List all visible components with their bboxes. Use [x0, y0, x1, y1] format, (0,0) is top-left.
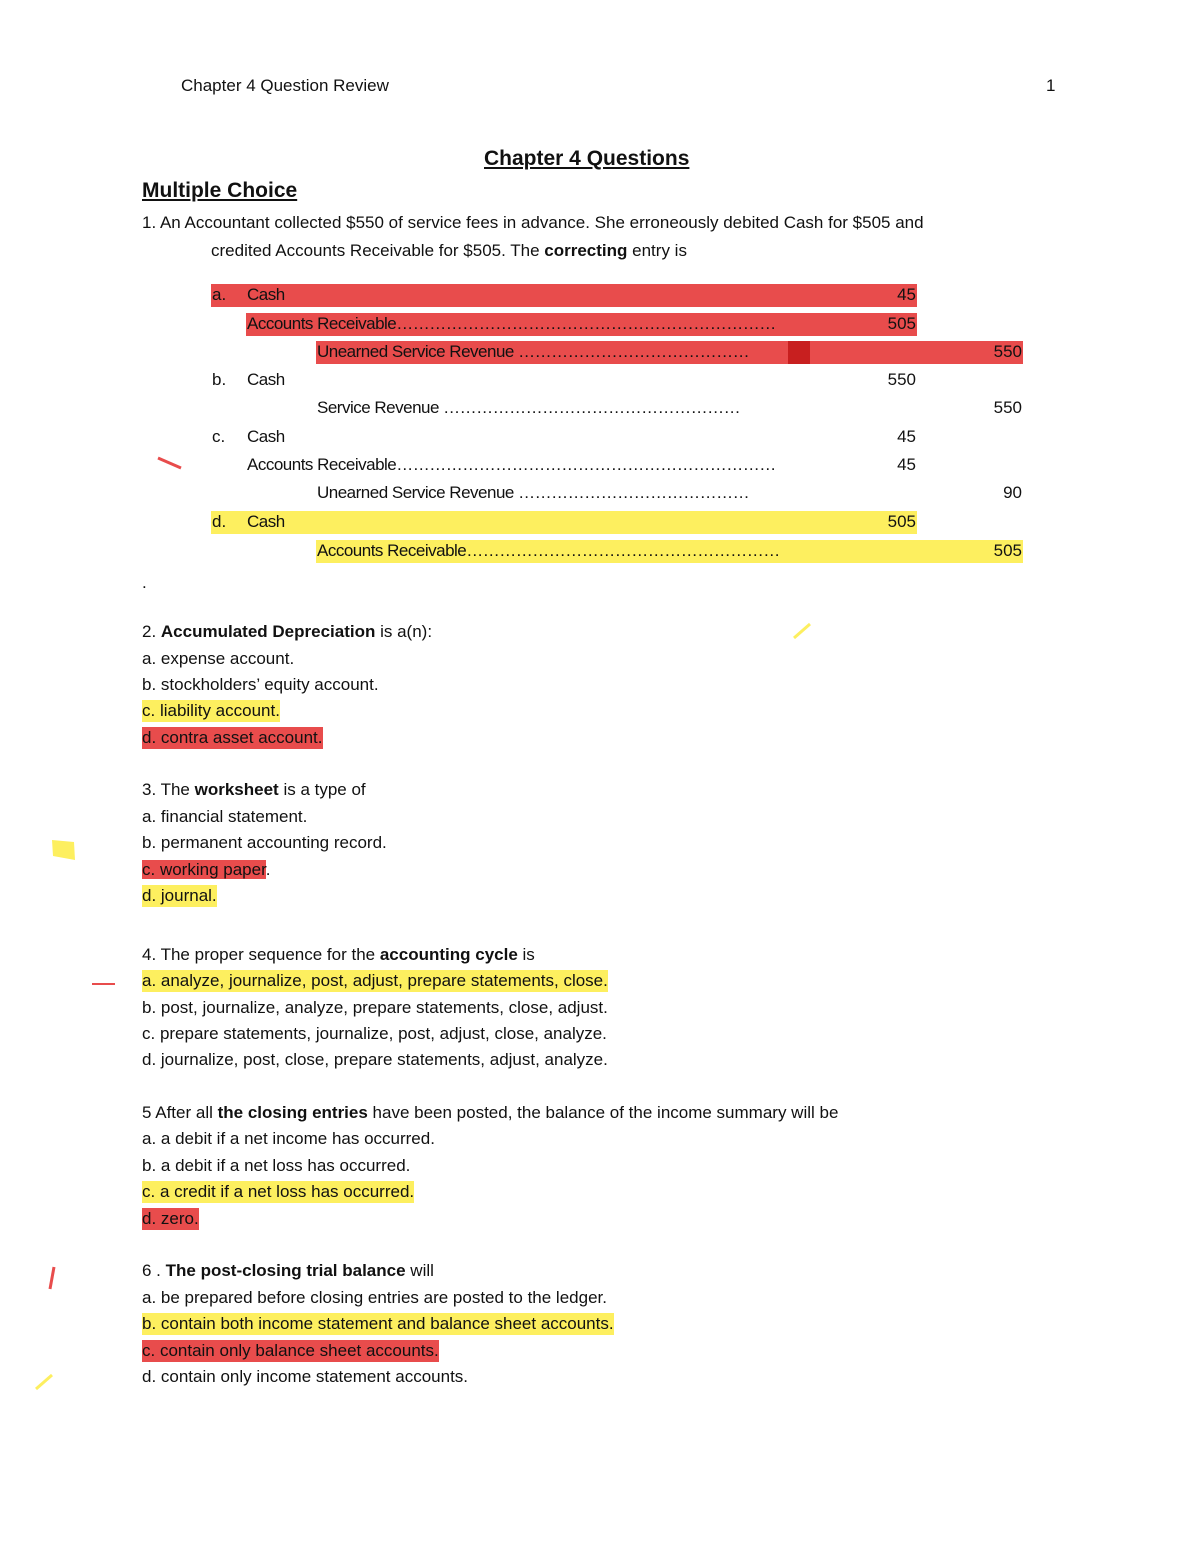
- q4-option-b: b. post, journalize, analyze, prepare statements, close, adjust.: [142, 998, 608, 1017]
- q5-option-b: b. a debit if a net loss has occurred.: [142, 1156, 411, 1175]
- q6-option-b: b. contain both income statement and balance sheet accounts.: [142, 1314, 614, 1333]
- q1-row-debit: 505: [887, 512, 916, 531]
- q2-stem: 2. Accumulated Depreciation is a(n):: [142, 622, 433, 641]
- q1-row-label: Cash: [247, 512, 285, 531]
- q3-stem: 3. The worksheet is a type of: [142, 780, 366, 799]
- stray-yellow-mark: [794, 624, 810, 638]
- q4-option-c: c. prepare statements, journalize, post, adjust, close, analyze.: [142, 1024, 607, 1043]
- q1-row-letter: a.: [212, 285, 227, 304]
- stray-yellow-mark: [36, 1375, 52, 1389]
- stray-red-mark: [50, 1267, 54, 1289]
- q1-row-credit: 90: [1003, 483, 1022, 502]
- q1-trailing-mark: .: [142, 573, 147, 592]
- q1-stem-line2: credited Accounts Receivable for $505. The correcting entry is: [211, 241, 687, 260]
- q4-stem: 4. The proper sequence for the accounting cycle is: [142, 945, 535, 964]
- q1-row-debit: 45: [897, 455, 916, 474]
- q1-stem-line1: 1. An Accountant collected $550 of service fees in advance. She erroneously debited Cash for $505 and: [142, 213, 924, 232]
- q1-row-label: Cash: [247, 370, 285, 389]
- q1-row-credit: 550: [993, 398, 1022, 417]
- q3-option-a: a. financial statement.: [142, 807, 308, 826]
- q6-option-a: a. be prepared before closing entries are posted to the ledger.: [142, 1288, 607, 1307]
- q2-option-d: d. contra asset account.: [142, 728, 323, 747]
- q6-option-d: d. contain only income statement accounts.: [142, 1367, 469, 1386]
- q5-option-d: d. zero.: [142, 1209, 199, 1228]
- q1-row-label: Cash: [247, 285, 285, 304]
- stray-yellow-blot: [52, 840, 75, 860]
- q3-option-c: c. working paper.: [142, 860, 271, 879]
- page-number: 1: [1046, 76, 1056, 95]
- section-title: Multiple Choice: [142, 179, 298, 202]
- q6-stem: 6 . The post-closing trial balance will: [142, 1261, 434, 1280]
- q1-row-letter: c.: [212, 427, 226, 446]
- q1-row-letter: b.: [212, 370, 227, 389]
- q3-option-d: d. journal.: [142, 886, 217, 905]
- q5-option-a: a. a debit if a net income has occurred.: [142, 1129, 435, 1148]
- document-title: Chapter 4 Questions: [484, 147, 690, 170]
- q1-row-debit: 45: [897, 427, 916, 446]
- q2-option-b: b. stockholders’ equity account.: [142, 675, 379, 694]
- q5-stem: 5 After all the closing entries have been posted, the balance of the income summary will be: [142, 1103, 839, 1122]
- q1-row-label: Unearned Service Revenue ……………………………………: [317, 342, 750, 361]
- q1-row-debit: 550: [887, 370, 916, 389]
- q1-row-debit: 45: [897, 285, 916, 304]
- running-header-title: Chapter 4 Question Review: [181, 76, 389, 95]
- q1-row-label: Accounts Receivable……………………………………………………………: [247, 455, 776, 474]
- q2-option-a: a. expense account.: [142, 649, 295, 668]
- q1-row-credit: 550: [993, 342, 1022, 361]
- q6-option-c: c. contain only balance sheet accounts.: [142, 1341, 439, 1360]
- q4-option-a: a. analyze, journalize, post, adjust, prepare statements, close.: [142, 971, 608, 990]
- q1-row-label: Service Revenue ………………………………………………: [317, 398, 741, 417]
- q1-row-label: Accounts Receivable……………………………………………………………: [247, 314, 776, 333]
- stray-red-mark: [158, 458, 181, 468]
- q4-option-d: d. journalize, post, close, prepare statements, adjust, analyze.: [142, 1050, 608, 1069]
- q1-row-label: Cash: [247, 427, 285, 446]
- q1-row-label: Unearned Service Revenue ……………………………………: [317, 483, 750, 502]
- q3-option-b: b. permanent accounting record.: [142, 833, 387, 852]
- q1-row-letter: d.: [212, 512, 227, 531]
- q2-option-c: c. liability account.: [142, 701, 280, 720]
- q5-option-c: c. a credit if a net loss has occurred.: [142, 1182, 415, 1201]
- q1-row-debit: 505: [887, 314, 916, 333]
- q1-row-label: Accounts Receivable…………………………………………………: [317, 541, 780, 560]
- q1-row-credit: 505: [993, 541, 1022, 560]
